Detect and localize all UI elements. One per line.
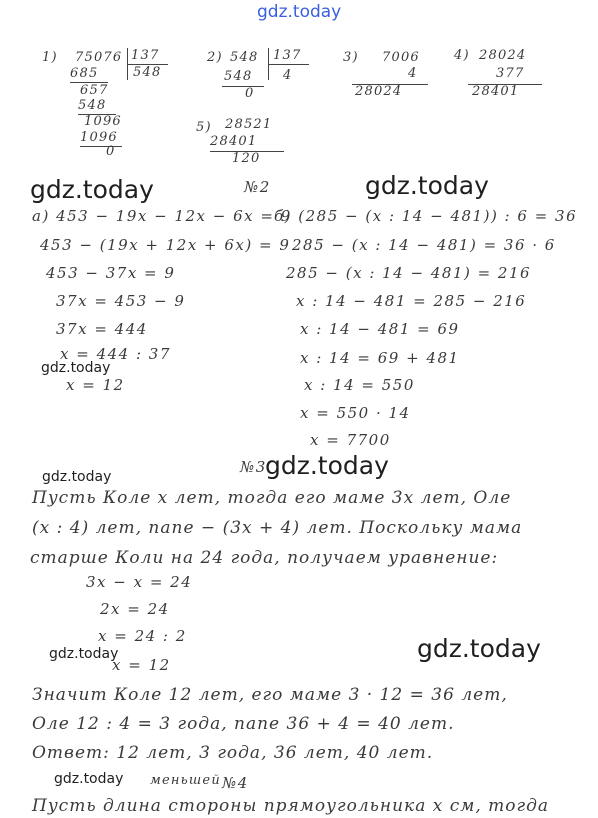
- solution-line: x = 12: [112, 656, 171, 674]
- multiplicand: 7006: [382, 50, 420, 65]
- solution-line: x : 14 = 550: [304, 376, 415, 394]
- divisor: 137: [131, 48, 160, 63]
- task-number: №3: [240, 458, 267, 476]
- partial-product: 548: [78, 98, 107, 113]
- solution-line: x = 550 · 14: [300, 404, 411, 422]
- text-line: Пусть длина стороны прямоугольника x см, тогда: [32, 796, 550, 816]
- site-watermark: gdz.today: [365, 171, 489, 200]
- solution-line: x : 14 − 481 = 69: [300, 320, 460, 338]
- sum: 28401: [472, 84, 520, 99]
- difference: 120: [232, 151, 261, 166]
- subtraction-rule: [80, 146, 122, 147]
- remainder: 0: [106, 144, 116, 159]
- answer-line: Ответ: 12 лет, 3 года, 36 лет, 40 лет.: [32, 743, 434, 763]
- solution-line: x = 7700: [310, 431, 391, 449]
- solution-line: 37x = 453 − 9: [56, 292, 186, 310]
- task-number: №4: [222, 774, 249, 792]
- remainder: 0: [245, 86, 255, 101]
- solution-line: 285 − (x : 14 − 481) = 36 · 6: [292, 236, 556, 254]
- problem-label: 2): [207, 50, 223, 65]
- subtraction-rule: [222, 86, 264, 87]
- solution-line: 453 − (19x + 12x + 6x) = 9: [40, 236, 291, 254]
- solution-line: x = 12: [66, 376, 125, 394]
- solution-line: а) 453 − 19x − 12x − 6x = 9: [32, 207, 292, 225]
- problem-label: 1): [42, 50, 58, 65]
- partial-product: 685: [70, 66, 99, 81]
- site-watermark: gdz.today: [54, 771, 124, 787]
- solution-line: б) (285 − (x : 14 − 481)) : 6 = 36: [274, 207, 578, 225]
- inserted-word: меньшей: [150, 773, 221, 788]
- site-watermark: gdz.today: [42, 469, 112, 485]
- partial-product: 1096: [80, 130, 118, 145]
- problem-label: 4): [454, 48, 470, 63]
- solution-line: x : 14 − 481 = 285 − 216: [296, 292, 527, 310]
- site-watermark: gdz.today: [417, 634, 541, 663]
- task-number: №2: [244, 178, 271, 196]
- solution-line: x : 14 = 69 + 481: [300, 349, 460, 367]
- solution-line: 2x = 24: [100, 600, 170, 618]
- text-line: Пусть Коле x лет, тогда его маме 3x лет, Оле: [32, 488, 512, 508]
- site-watermark: gdz.today: [30, 175, 154, 204]
- division-rule: [269, 64, 309, 65]
- solution-line: 3x − x = 24: [86, 573, 193, 591]
- dividend: 548: [230, 50, 259, 65]
- site-watermark: gdz.today: [41, 360, 111, 376]
- divisor: 137: [273, 48, 302, 63]
- addend: 28024: [479, 48, 527, 63]
- quotient: 4: [283, 68, 293, 83]
- dividend: 75076: [75, 50, 123, 65]
- text-line: (x : 4) лет, папе − (3x + 4) лет. Поскольку мама: [32, 518, 523, 538]
- quotient: 548: [133, 65, 162, 80]
- minuend: 28521: [225, 117, 273, 132]
- subtrahend: 28401: [210, 134, 258, 149]
- solution-line: 453 − 37x = 9: [46, 264, 176, 282]
- solution-line: 37x = 444: [56, 320, 148, 338]
- conclusion-line: Значит Коле 12 лет, его маме 3 · 12 = 36 лет,: [32, 685, 508, 705]
- site-watermark: gdz.today: [265, 451, 389, 480]
- solution-line: x = 24 : 2: [98, 627, 187, 645]
- product: 28024: [355, 84, 403, 99]
- partial-remainder: 1096: [84, 114, 122, 129]
- addend: 377: [496, 66, 525, 81]
- site-watermark: gdz.today: [49, 646, 119, 662]
- multiplier: 4: [408, 66, 418, 81]
- site-watermark-top: gdz.today: [257, 2, 342, 22]
- text-line: старше Коли на 24 года, получаем уравнение:: [30, 548, 499, 568]
- problem-label: 3): [343, 50, 359, 65]
- solution-line: x = 444 : 37: [60, 345, 171, 363]
- problem-label: 5): [196, 120, 212, 135]
- solution-line: 285 − (x : 14 − 481) = 216: [286, 264, 532, 282]
- conclusion-line: Оле 12 : 4 = 3 года, папе 36 + 4 = 40 лет.: [32, 714, 455, 734]
- partial-remainder: 657: [80, 83, 109, 98]
- partial-product: 548: [224, 69, 253, 84]
